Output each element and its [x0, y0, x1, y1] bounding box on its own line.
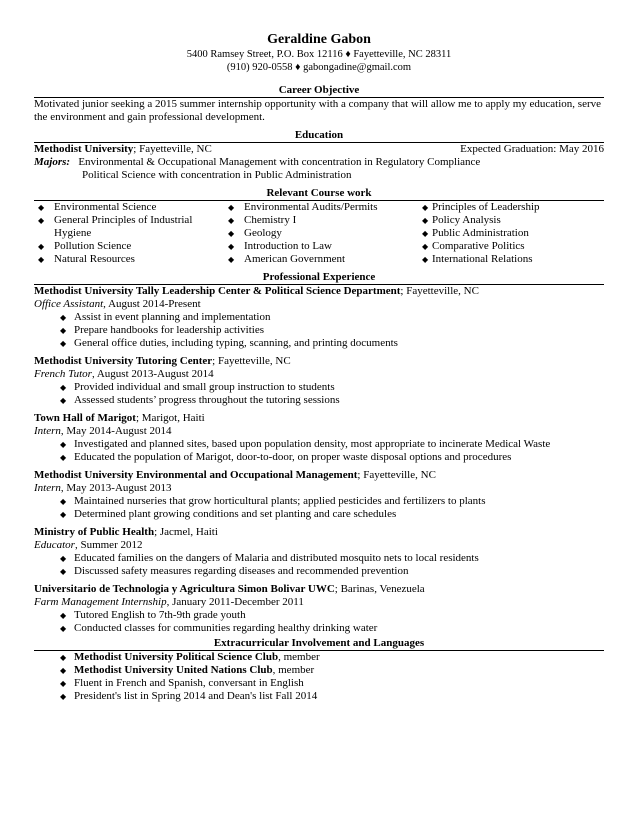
extracurricular-heading: Extracurricular Involvement and Languages — [34, 637, 604, 651]
job-location: ; Fayetteville, NC — [212, 355, 291, 367]
item-bold: Methodist University United Nations Club — [74, 664, 273, 676]
job-org-line — [34, 355, 604, 368]
job-role: Educator — [34, 539, 75, 551]
job-dates: , August 2013-August 2014 — [91, 368, 214, 380]
job-org-line — [34, 285, 604, 298]
course-item: ◆ Chemistry I — [224, 214, 422, 227]
course-item: ◆ Geology — [224, 227, 422, 240]
career-objective-heading: Career Objective — [34, 84, 604, 98]
job-bullets — [34, 552, 604, 578]
job-role-line — [34, 298, 604, 311]
job-entry — [34, 412, 604, 464]
experience-heading: Professional Experience — [34, 271, 604, 285]
job-org-line — [34, 412, 604, 425]
job-role-line — [34, 596, 604, 609]
course-item: ◆ Policy Analysis — [422, 214, 604, 227]
job-location: ; Marigot, Haiti — [135, 412, 205, 424]
extracurricular-list — [34, 651, 604, 703]
coursework-column-1 — [34, 201, 224, 266]
job-bullet: ◆ Assessed students’ progress throughout the tutoring sessions — [34, 394, 604, 407]
expected-graduation: Expected Graduation: May 2016 — [460, 143, 604, 155]
course-item: ◆ Principles of Leadership — [422, 201, 604, 214]
job-role-line — [34, 368, 604, 381]
job-bullet: ◆ Maintained nurseries that grow horticultural plants; applied pesticides and fertilizers to plants — [34, 495, 604, 508]
item-rest: , member — [278, 651, 320, 663]
job-entry — [34, 355, 604, 407]
job-location: ; Jacmel, Haiti — [154, 526, 218, 538]
job-role: Office Assistant — [34, 298, 104, 310]
applicant-name: Geraldine Gabon — [267, 32, 371, 47]
job-bullet: ◆ Tutored English to 7th-9th grade youth — [34, 609, 604, 622]
course-item: ◆ American Government — [224, 253, 422, 266]
coursework-columns — [34, 201, 604, 266]
course-item: ◆ Environmental Science — [34, 201, 224, 214]
education-school-row — [34, 143, 604, 156]
job-org: Ministry of Public Health — [34, 526, 155, 538]
job-bullet: ◆ General office duties, including typing, scanning, and printing documents — [34, 337, 604, 350]
course-item: ◆ Pollution Science — [34, 240, 224, 253]
resume-page — [34, 32, 604, 703]
job-entry — [34, 526, 604, 578]
job-bullets — [34, 609, 604, 635]
course-item: ◆ International Relations — [422, 253, 604, 266]
job-org: Town Hall of Marigot — [34, 412, 136, 424]
major-1: Environmental & Occupational Management with concentration in Regulatory Compliance — [78, 156, 481, 168]
job-bullet: ◆ Investigated and planned sites, based upon population density, most appropriate to incinerate Medical Waste — [34, 438, 604, 451]
job-dates: , May 2014-August 2014 — [60, 425, 172, 437]
job-org-line — [34, 583, 604, 596]
job-bullets — [34, 495, 604, 521]
extracurricular-item — [34, 690, 604, 703]
job-bullets — [34, 381, 604, 407]
job-location: ; Fayetteville, NC — [400, 285, 479, 297]
job-bullet: ◆ Provided individual and small group instruction to students — [34, 381, 604, 394]
job-role: Intern — [34, 425, 61, 437]
course-item: ◆ Comparative Politics — [422, 240, 604, 253]
job-role-line — [34, 539, 604, 552]
education-heading: Education — [34, 129, 604, 143]
item-rest: Fluent in French and Spanish, conversant in English — [74, 677, 304, 689]
job-bullet: ◆ Discussed safety measures regarding diseases and recommended prevention — [34, 565, 604, 578]
job-dates: , August 2014-Present — [103, 298, 201, 310]
course-item: ◆ Introduction to Law — [224, 240, 422, 253]
job-location: ; Barinas, Venezuela — [334, 583, 425, 595]
coursework-column-2 — [224, 201, 422, 266]
job-bullet: ◆ Assist in event planning and implementation — [34, 311, 604, 324]
course-item: ◆ Natural Resources — [34, 253, 224, 266]
job-bullet: ◆ Conducted classes for communities regarding healthy drinking water — [34, 622, 604, 635]
item-rest: , member — [272, 664, 315, 676]
job-bullet: ◆ Prepare handbooks for leadership activities — [34, 324, 604, 337]
job-location: ; Fayetteville, NC — [357, 469, 436, 481]
job-org-line — [34, 469, 604, 482]
job-entry — [34, 469, 604, 521]
job-org: Methodist University Environmental and Occupational Management — [34, 469, 358, 481]
job-org: Methodist University Tutoring Center — [34, 355, 213, 367]
job-org: Methodist University Tally Leadership Center & Political Science Department — [34, 285, 401, 297]
job-bullet: ◆ Educated families on the dangers of Malaria and distributed mosquito nets to local residents — [34, 552, 604, 565]
job-org-line — [34, 526, 604, 539]
contact-line: (910) 920-0558 ♦ gabongadine@gmail.com — [226, 62, 412, 73]
job-entry — [34, 285, 604, 350]
item-rest: President's list in Spring 2014 and Dean's list Fall 2014 — [74, 690, 318, 702]
job-role: Farm Management Internship — [34, 596, 167, 608]
job-bullet: ◆ Educated the population of Marigot, door-to-door, on proper waste disposal options and procedures — [34, 451, 604, 464]
school-line — [34, 143, 212, 156]
job-entry — [34, 583, 604, 635]
job-bullet: ◆ Determined plant growing conditions and set planting and care schedules — [34, 508, 604, 521]
coursework-column-3 — [422, 201, 604, 266]
school-location: ; Fayetteville, NC — [133, 143, 212, 155]
extracurricular-item — [34, 677, 604, 690]
job-dates: , May 2013-August 2013 — [60, 482, 172, 494]
school-name: Methodist University — [34, 143, 134, 155]
job-role: French Tutor — [34, 368, 92, 380]
objective-text: Motivated junior seeking a 2015 summer internship opportunity with a company that will allow me to apply my education, serve the environment and gain professional development. — [34, 98, 601, 123]
course-item: ◆ Environmental Audits/Permits — [224, 201, 422, 214]
job-dates: , Summer 2012 — [74, 539, 143, 551]
coursework-heading: Relevant Course work — [34, 187, 604, 201]
item-bold: Methodist University Political Science Club — [74, 651, 279, 663]
major-2: Political Science with concentration in Public Administration — [82, 169, 352, 181]
job-bullets — [34, 311, 604, 350]
extracurricular-item — [34, 664, 604, 677]
course-item: ◆ Public Administration — [422, 227, 604, 240]
job-role-line — [34, 482, 604, 495]
majors-line — [34, 156, 604, 169]
job-role-line — [34, 425, 604, 438]
job-org: Universitario de Technologia y Agricultura Simon Bolivar UWC — [34, 583, 335, 595]
extracurricular-item — [34, 651, 604, 664]
job-dates: , January 2011-December 2011 — [166, 596, 304, 608]
course-item: ◆ General Principles of Industrial Hygiene — [34, 214, 224, 240]
majors-label: Majors: — [34, 156, 71, 168]
address-line: 5400 Ramsey Street, P.O. Box 12116 ♦ Fayetteville, NC 28311 — [186, 49, 452, 60]
job-role: Intern — [34, 482, 61, 494]
job-bullets — [34, 438, 604, 464]
